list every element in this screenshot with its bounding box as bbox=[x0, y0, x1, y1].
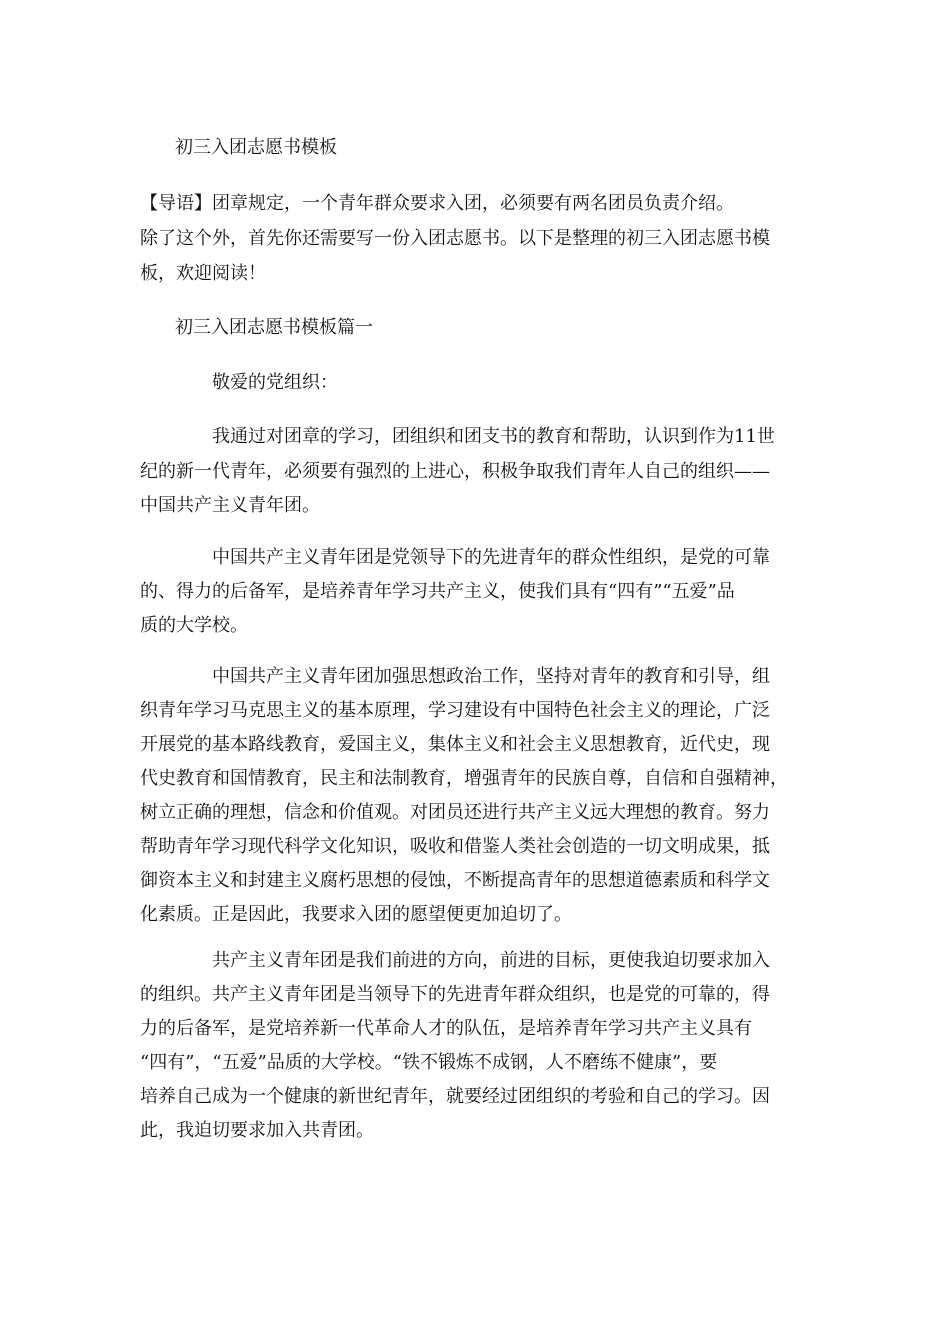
paragraph-1-line-3: 中国共产主义青年团。 bbox=[140, 495, 320, 516]
section-title: 初三入团志愿书模板篇一 bbox=[175, 317, 373, 338]
intro-line-1: 【导语】团章规定，一个青年群众要求入团，必须要有两名团员负责介绍。 bbox=[140, 193, 734, 214]
paragraph-4-line-2: 的组织。共产主义青年团是当领导下的先进青年群众组织，也是党的可靠的，得 bbox=[140, 984, 770, 1005]
paragraph-3-line-6: 帮助青年学习现代科学文化知识，吸收和借鉴人类社会创造的一切文明成果，抵 bbox=[140, 836, 770, 857]
paragraph-3-line-7: 御资本主义和封建主义腐朽思想的侵蚀，不断提高青年的思想道德素质和科学文 bbox=[140, 870, 770, 891]
intro-line-2: 除了这个外，首先你还需要写一份入团志愿书。以下是整理的初三入团志愿书模 bbox=[140, 228, 770, 249]
paragraph-4-line-6: 此，我迫切要求加入共青团。 bbox=[140, 1120, 374, 1141]
salutation: 敬爱的党组织： bbox=[212, 372, 338, 393]
paragraph-3-line-4: 代史教育和国情教育，民主和法制教育，增强青年的民族自尊，自信和自强精神， bbox=[140, 768, 788, 789]
paragraph-4-line-5: 培养自己成为一个健康的新世纪青年，就要经过团组织的考验和自己的学习。因 bbox=[140, 1086, 770, 1107]
paragraph-3-line-8: 化素质。正是因此，我要求入团的愿望便更加迫切了。 bbox=[140, 904, 572, 925]
paragraph-4-line-1: 共产主义青年团是我们前进的方向，前进的目标，更使我迫切要求加入 bbox=[212, 950, 770, 971]
paragraph-3-line-5: 树立正确的理想，信念和价值观。对团员还进行共产主义远大理想的教育。努力 bbox=[140, 802, 770, 823]
paragraph-4-line-3: 力的后备军，是党培养新一代革命人才的队伍，是培养青年学习共产主义具有 bbox=[140, 1018, 752, 1039]
paragraph-3-line-2: 织青年学习马克思主义的基本原理，学习建设有中国特色社会主义的理论，广泛 bbox=[140, 700, 770, 721]
paragraph-2-line-1: 中国共产主义青年团是党领导下的先进青年的群众性组织，是党的可靠 bbox=[212, 547, 770, 568]
paragraph-1-line-1: 我通过对团章的学习，团组织和团支书的教育和帮助，认识到作为11世 bbox=[212, 426, 775, 447]
paragraph-3-line-1: 中国共产主义青年团加强思想政治工作，坚持对青年的教育和引导，组 bbox=[212, 666, 770, 687]
paragraph-3-line-3: 开展党的基本路线教育，爱国主义，集体主义和社会主义思想教育，近代史，现 bbox=[140, 734, 770, 755]
paragraph-1-line-2: 纪的新一代青年，必须要有强烈的上进心，积极争取我们青年人自己的组织—— bbox=[140, 461, 770, 482]
paragraph-4-line-4: “四有”，“五爱”品质的大学校。“铁不锻炼不成钢，人不磨练不健康”，要 bbox=[140, 1052, 718, 1073]
paragraph-2-line-3: 质的大学校。 bbox=[140, 615, 248, 636]
paragraph-2-line-2: 的、得力的后备军，是培养青年学习共产主义，使我们具有“四有”“五爱”品 bbox=[140, 581, 735, 602]
intro-line-3: 板，欢迎阅读！ bbox=[140, 263, 266, 284]
document-title: 初三入团志愿书模板 bbox=[175, 137, 337, 158]
